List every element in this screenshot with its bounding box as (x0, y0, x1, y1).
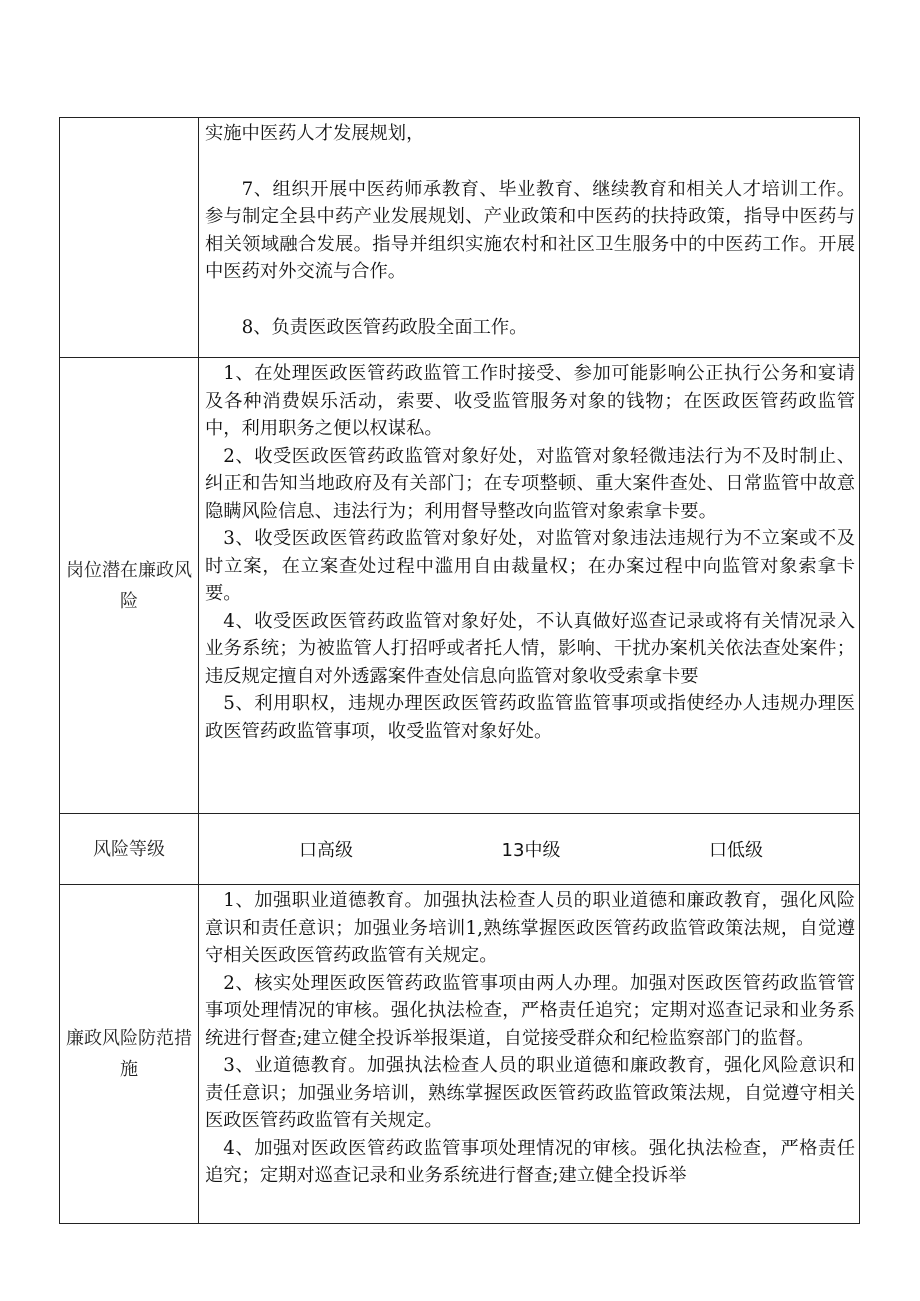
measure-item: 4、加强对医政医管药政监管事项处理情况的审核。强化执法检查，严格责任追究；定期对巡查记录和业务系统进行督查;建立健全投诉举 (205, 1137, 855, 1186)
measure-cell (199, 885, 860, 1224)
table-row-risk-level (60, 814, 860, 885)
risk-level-cell (199, 814, 860, 885)
table-row-measures (60, 885, 860, 1224)
duty-item-8: 8、负责医政医管药政股全面工作。 (241, 316, 528, 338)
duty-item-7: 7、组织开展中医药师承教育、毕业教育、继续教育和相关人才培训工作。参与制定全县中药产业发展规划、产业政策和中医药的扶持政策，指导中医药与相关领域融合发展。指导并组织实施农村和社区卫生服务中的中医药工作。开展中医药对外交流与合作。 (205, 178, 855, 282)
risk-cell (199, 358, 860, 814)
measure-item: 1、加强职业道德教育。加强执法检查人员的职业道德和廉政教育，强化风险意识和责任意识；加强业务培训1,熟练掌握医政医管药政监管政策法规，自觉遵守相关医政医管药政监管有关规定。 (205, 890, 855, 966)
risk-item: 2、收受医政医管药政监管对象好处，对监管对象轻微违法行为不及时制止、纠正和告知当地政府及有关部门；在专项整顿、重大案件查处、日常监管中故意隐瞒风险信息、违法行为；利用督导整改向监管对象索拿卡要。 (205, 445, 855, 522)
table-row-risks (60, 358, 860, 814)
risk-item: 5、利用职权，违规办理医政医管药政监管监管事项或指使经办人违规办理医政医管药政监管事项，收受监管对象好处。 (205, 693, 855, 742)
risk-item: 4、收受医政医管药政监管对象好处，不认真做好巡查记录或将有关情况录入业务系统；为被监管人打招呼或者托人情，影响、干扰办案机关依法查处案件；违反规定擅自对外透露案件查处信息向监管对象收受索拿卡要 (205, 610, 855, 687)
row-label-empty (60, 118, 199, 358)
level-high-option: 口高级 (299, 840, 353, 861)
risk-item: 1、在处理医政医管药政监管工作时接受、参加可能影响公正执行公务和宴请及各种消费娱乐活动，索要、收受监管服务对象的钱物；在医政医管药政监管中，利用职务之便以权谋私。 (205, 363, 855, 439)
measure-item: 3、业道德教育。加强执法检查人员的职业道德和廉政教育，强化风险意识和责任意识；加强业务培训，熟练掌握医政医管药政监管政策法规，自觉遵守相关医政医管药政监管有关规定。 (205, 1055, 855, 1131)
document-page (59, 117, 860, 1224)
risk-level-label: 风险等级 (60, 814, 199, 885)
measure-item: 2、核实处理医政医管药政监管事项由两人办理。加强对医政医管药政监管管事项处理情况的审核。强化执法检查，严格责任追究；定期对巡查记录和业务系统进行督查;建立健全投诉举报渠道，自觉接受群众和纪检监察部门的监督。 (205, 972, 855, 1049)
level-low-option: 口低级 (709, 840, 763, 861)
duty-line-continuation: 实施中医药人才发展规划， (205, 123, 425, 144)
duties-cell (199, 118, 860, 358)
risk-item: 3、收受医政医管药政监管对象好处，对监管对象违法违规行为不立案或不及时立案，在立案查处过程中滥用自由裁量权；在办案过程中向监管对象索拿卡要。 (205, 528, 855, 604)
measure-label: 廉政风险防范措施 (60, 885, 199, 1224)
duty-risk-table (59, 117, 860, 1224)
table-row-duties (60, 118, 860, 358)
risk-label: 岗位潜在廉政风险 (60, 358, 199, 814)
level-mid-option: 13中级 (501, 840, 561, 861)
